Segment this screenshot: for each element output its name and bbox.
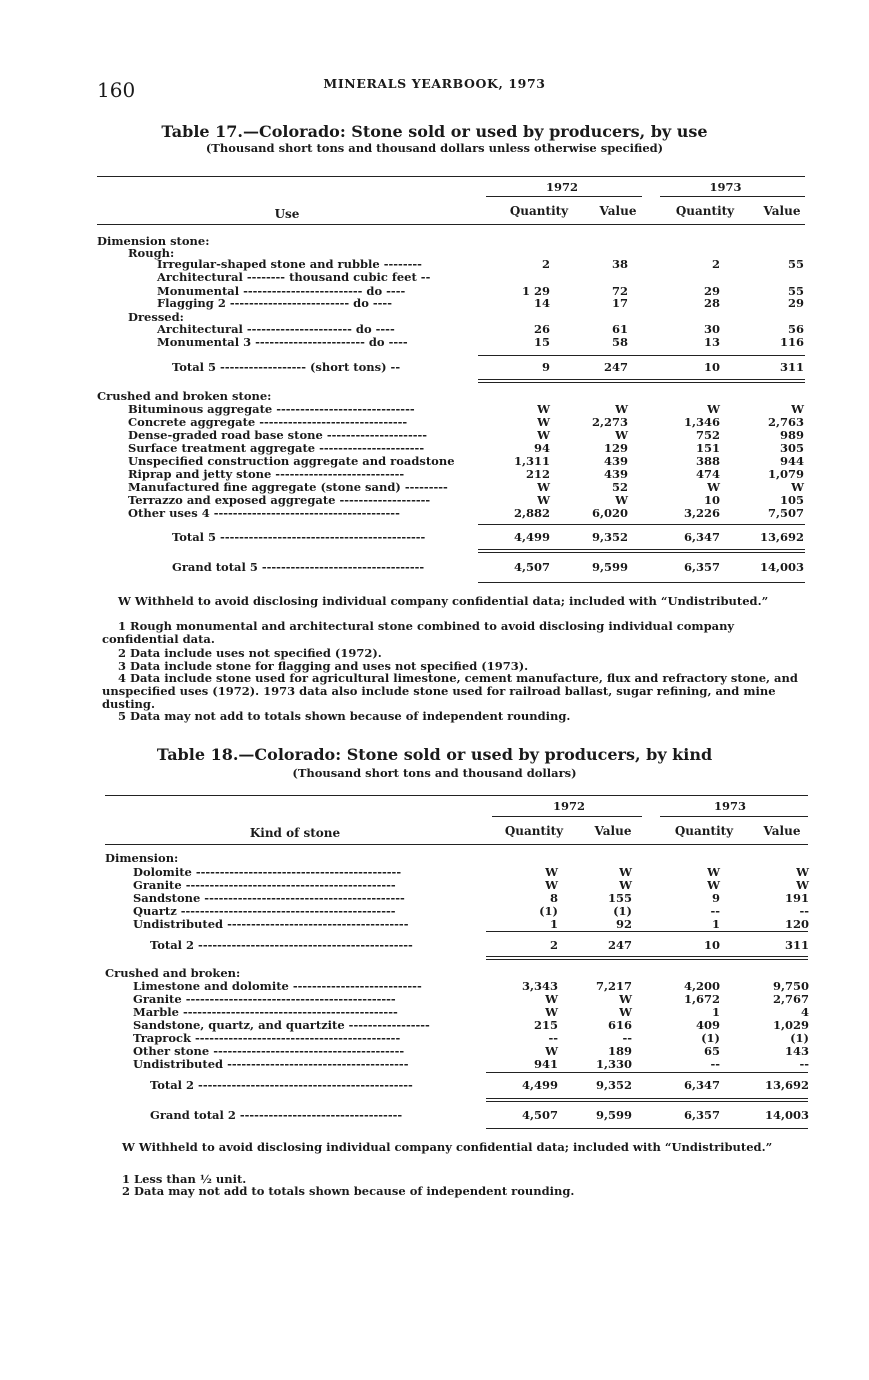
cell-v73: 944 [779,454,804,468]
cell-q73: W [707,480,720,494]
table18-total-rule [486,931,808,932]
cell-v72: 52 [611,480,628,494]
cell-v72: W [619,878,632,892]
cell-v73: 143 [784,1044,809,1058]
table18-total-double-rule [486,956,808,960]
row-label: Surface treatment aggregate ---------------------- [128,441,425,455]
cell-q73: 1 [711,917,720,931]
cell-v72: 2,273 [591,415,628,429]
cell-q73: (1) [701,1031,720,1045]
row-label: Other stone ---------------------------------------- [133,1044,405,1058]
table-row [0,336,869,349]
table-row [0,1019,869,1032]
cell-q73: 10 [703,360,720,374]
row-label: Monumental 3 ----------------------- do ---- [157,335,408,349]
cell-q73: 388 [695,454,720,468]
cell-q72: 2 [549,938,558,952]
row-label: Flagging 2 ------------------------- do ---- [157,296,392,310]
table18-title: Table 18.—Colorado: Stone sold or used by producers, by kind [156,745,713,764]
cell-v73: 29 [787,296,804,310]
table18-year1-rule [492,816,642,817]
cell-v73: 9,750 [772,979,809,993]
table18-subtitle: (Thousand short tons and thousand dollars) [292,766,577,780]
table-row [0,1079,869,1092]
cell-v72: (1) [613,904,632,918]
cell-q73: 29 [703,284,720,298]
cell-q73: -- [710,904,720,918]
cell-v72: W [619,992,632,1006]
row-label: Undistributed -------------------------------------- [133,1057,409,1071]
cell-q72: W [537,480,550,494]
cell-v72: 9,599 [595,1108,632,1122]
table-row [0,531,869,544]
cell-q73: 13 [703,335,720,349]
table18-bottom-rule [486,1128,808,1129]
cell-v72: 9,599 [591,560,628,574]
cell-q73: W [707,878,720,892]
row-label: Total 2 --------------------------------------------- [150,1078,413,1092]
cell-v72: 155 [607,891,632,905]
cell-q73: 9 [711,891,720,905]
table18-crushed-total-rule [486,1072,808,1073]
cell-v72: 38 [611,257,628,271]
cell-q72: W [537,415,550,429]
cell-v72: W [615,428,628,442]
table18-year2: 1973 [713,799,746,813]
table17-col-v72: Value [599,204,637,218]
cell-v72: 61 [611,322,628,336]
table17-header-rule [97,224,805,225]
cell-q72: W [537,428,550,442]
cell-v72: 92 [615,917,632,931]
table-row [0,507,869,520]
cell-q72: W [545,992,558,1006]
cell-q72: 212 [525,467,550,481]
table18-year1: 1972 [552,799,585,813]
footnote: W Withheld to avoid disclosing individual company confidential data; included with “Undistributed.” [118,594,769,608]
cell-q72: W [545,1005,558,1019]
cell-v73: W [791,402,804,416]
row-label: Dense-graded road base stone --------------------- [128,428,428,442]
cell-q72: (1) [539,904,558,918]
cell-q73: 752 [695,428,720,442]
table-row [0,892,869,905]
table-row [0,361,869,374]
cell-v73: 311 [784,938,809,952]
cell-q73: 6,357 [683,560,720,574]
table-row [0,879,869,892]
cell-q72: W [545,865,558,879]
footnote: W Withheld to avoid disclosing individual company confidential data; included with “Undistributed.” [122,1140,773,1154]
cell-q72: 9 [541,360,550,374]
cell-q72: 4,499 [513,530,550,544]
cell-v73: -- [799,1057,809,1071]
table17-total-rule [478,355,805,356]
cell-v72: 439 [603,454,628,468]
footnote: 4 Data include stone used for agricultural limestone, cement manufacture, flux and refractory stone, and unspecified uses (1972). 1973 data also include stone used for railroad ballast, sugar refining, and mine dusting. [102,671,798,711]
row-label: Crushed and broken: [105,966,241,980]
table-row [0,297,869,310]
cell-q73: 3,226 [683,506,720,520]
row-label: Concrete aggregate ------------------------------- [128,415,408,429]
table-row [0,1109,869,1122]
table-row [0,1045,869,1058]
cell-q73: 28 [703,296,720,310]
cell-v73: 305 [779,441,804,455]
cell-v73: 2,767 [772,992,809,1006]
cell-q73: W [707,402,720,416]
row-label: Rough: [128,246,175,260]
cell-v73: -- [799,904,809,918]
cell-v72: -- [622,1031,632,1045]
row-label: Dolomite ------------------------------------------- [133,865,402,879]
cell-v73: 55 [787,257,804,271]
table-row [0,1006,869,1019]
row-label: Granite -------------------------------------------- [133,992,396,1006]
cell-v73: (1) [790,1031,809,1045]
cell-v72: 247 [603,360,628,374]
table17-total-double-rule [478,379,805,383]
cell-v72: 7,217 [595,979,632,993]
footnote: 2 Data may not add to totals shown because of independent rounding. [122,1184,575,1198]
cell-q72: -- [548,1031,558,1045]
table18-col-q72: Quantity [504,824,564,838]
cell-q72: W [537,402,550,416]
cell-q72: 15 [533,335,550,349]
row-label: Grand total 2 ---------------------------------- [150,1108,403,1122]
cell-q72: 1 [549,917,558,931]
cell-v73: 116 [779,335,804,349]
table17-year2: 1973 [709,180,742,194]
cell-q73: 409 [695,1018,720,1032]
table-row [0,967,869,980]
row-label: Architectural ---------------------- do ---- [157,322,395,336]
cell-v73: 14,003 [764,1108,809,1122]
cell-v73: 2,763 [767,415,804,429]
cell-v72: W [619,1005,632,1019]
table17-bottom-rule [478,582,805,583]
cell-q72: 14 [533,296,550,310]
cell-v73: 989 [779,428,804,442]
table-row [0,271,869,284]
table-row [0,866,869,879]
row-label: Bituminous aggregate ----------------------------- [128,402,415,416]
row-label: Other uses 4 --------------------------------------- [128,506,400,520]
cell-q72: 3,343 [521,979,558,993]
cell-v73: W [791,480,804,494]
row-label: Total 2 --------------------------------------------- [150,938,413,952]
table-row [0,905,869,918]
row-label: Dimension: [105,851,179,865]
cell-v72: 439 [603,467,628,481]
table-row [0,258,869,271]
cell-v72: 58 [611,335,628,349]
row-label: Limestone and dolomite --------------------------- [133,979,422,993]
row-label: Granite -------------------------------------------- [133,878,396,892]
table18-col-q73: Quantity [674,824,734,838]
cell-q73: W [707,865,720,879]
cell-q73: 4,200 [683,979,720,993]
cell-q73: 10 [703,493,720,507]
footnote: 1 Less than ½ unit. [122,1172,247,1186]
table-row [0,323,869,336]
row-label: Grand total 5 ---------------------------------- [172,560,425,574]
row-label: Manufactured fine aggregate (stone sand) --------- [128,480,448,494]
cell-v72: 1,330 [595,1057,632,1071]
table17-crushed-double-rule [478,549,805,553]
page-number: 160 [97,78,136,102]
footnote: 5 Data may not add to totals shown because of independent rounding. [118,709,571,723]
cell-v72: 129 [603,441,628,455]
cell-v72: 189 [607,1044,632,1058]
cell-q73: 474 [695,467,720,481]
cell-v72: W [615,493,628,507]
cell-q73: 30 [703,322,720,336]
cell-q72: W [545,878,558,892]
row-label: Marble --------------------------------------------- [133,1005,398,1019]
footnote: 3 Data include stone for flagging and uses not specified (1973). [118,659,529,673]
table-row [0,939,869,952]
row-label: Monumental ------------------------- do ---- [157,284,406,298]
table18-header-rule [105,844,808,845]
cell-q73: 151 [695,441,720,455]
cell-v72: 616 [607,1018,632,1032]
cell-v73: 14,003 [759,560,804,574]
table17-crushed-total-rule [478,524,805,525]
table17-year1-rule [486,196,642,197]
table17-subtitle: (Thousand short tons and thousand dollars unless otherwise specified) [205,141,664,155]
cell-v73: W [796,878,809,892]
cell-v73: 191 [784,891,809,905]
row-label: Traprock ------------------------------------------- [133,1031,401,1045]
row-label: Sandstone, quartz, and quartzite ----------------- [133,1018,430,1032]
cell-v73: 13,692 [759,530,804,544]
cell-v72: 9,352 [595,1078,632,1092]
row-label: Total 5 ------------------ (short tons) -- [172,360,401,374]
row-label: Unspecified construction aggregate and roadstone [128,454,455,468]
row-label: Total 5 ------------------------------------------- [172,530,426,544]
cell-q72: 2,882 [513,506,550,520]
table-row [0,1058,869,1071]
row-label: Undistributed -------------------------------------- [133,917,409,931]
row-label: Dimension stone: [97,234,210,248]
cell-q72: W [545,1044,558,1058]
footnote: 1 Rough monumental and architectural stone combined to avoid disclosing individual company confidential data. [102,619,735,646]
cell-q72: 215 [533,1018,558,1032]
cell-q72: 8 [549,891,558,905]
row-label: Irregular-shaped stone and rubble -------- [157,257,422,271]
cell-v73: 13,692 [764,1078,809,1092]
cell-q72: 4,507 [521,1108,558,1122]
cell-q72: 4,507 [513,560,550,574]
cell-v73: 7,507 [767,506,804,520]
table-row [0,852,869,865]
cell-q73: 65 [703,1044,720,1058]
footnote: 2 Data include uses not specified (1972). [118,646,382,660]
table-row [0,561,869,574]
table17-col-v73: Value [763,204,801,218]
table17-year1: 1972 [545,180,578,194]
row-label: Terrazzo and exposed aggregate ------------------- [128,493,431,507]
table18-col-v72: Value [594,824,632,838]
cell-v72: 9,352 [591,530,628,544]
table-row [0,918,869,931]
table17-col-q72: Quantity [509,204,569,218]
cell-v72: W [615,402,628,416]
cell-q73: 10 [703,938,720,952]
table17-col-q73: Quantity [675,204,735,218]
cell-q73: 1,672 [683,992,720,1006]
cell-v73: 1,029 [772,1018,809,1032]
table-row [0,980,869,993]
row-label: Dressed: [128,310,184,324]
cell-v73: 4 [800,1005,809,1019]
cell-v73: 105 [779,493,804,507]
cell-v73: W [796,865,809,879]
cell-v73: 56 [787,322,804,336]
row-label: Crushed and broken stone: [97,389,272,403]
table18-col-kind: Kind of stone [249,826,341,840]
row-label: Riprap and jetty stone --------------------------- [128,467,405,481]
cell-q73: 6,347 [683,530,720,544]
cell-q72: 2 [541,257,550,271]
cell-q73: 1,346 [683,415,720,429]
row-label: Sandstone ------------------------------------------ [133,891,405,905]
table18-crushed-double-rule [486,1098,808,1102]
cell-q73: 1 [711,1005,720,1019]
cell-q72: 94 [533,441,550,455]
table18-year2-rule [660,816,808,817]
cell-q72: 941 [533,1057,558,1071]
table-row [0,993,869,1006]
cell-q72: W [537,493,550,507]
table17-year2-rule [660,196,805,197]
table-row [0,1032,869,1045]
cell-v72: 247 [607,938,632,952]
cell-v72: 17 [611,296,628,310]
cell-v72: 6,020 [591,506,628,520]
cell-q73: 6,357 [683,1108,720,1122]
cell-q73: 2 [711,257,720,271]
cell-q72: 26 [533,322,550,336]
row-label: Quartz --------------------------------------------- [133,904,396,918]
cell-v72: 72 [611,284,628,298]
cell-v73: 120 [784,917,809,931]
table17-col-use: Use [274,207,300,221]
running-head: MINERALS YEARBOOK, 1973 [323,76,546,91]
cell-q73: 6,347 [683,1078,720,1092]
cell-v73: 1,079 [767,467,804,481]
table17-title: Table 17.—Colorado: Stone sold or used by producers, by use [161,122,708,141]
table18-col-v73: Value [763,824,801,838]
cell-q73: -- [710,1057,720,1071]
cell-v72: W [619,865,632,879]
table18-top-rule [105,795,808,796]
cell-v73: 55 [787,284,804,298]
cell-q72: 4,499 [521,1078,558,1092]
row-label: Architectural -------- thousand cubic feet -- [157,270,431,284]
cell-q72: 1 29 [521,284,550,298]
cell-v73: 311 [779,360,804,374]
cell-q72: 1,311 [513,454,550,468]
table17-top-rule [97,176,805,177]
